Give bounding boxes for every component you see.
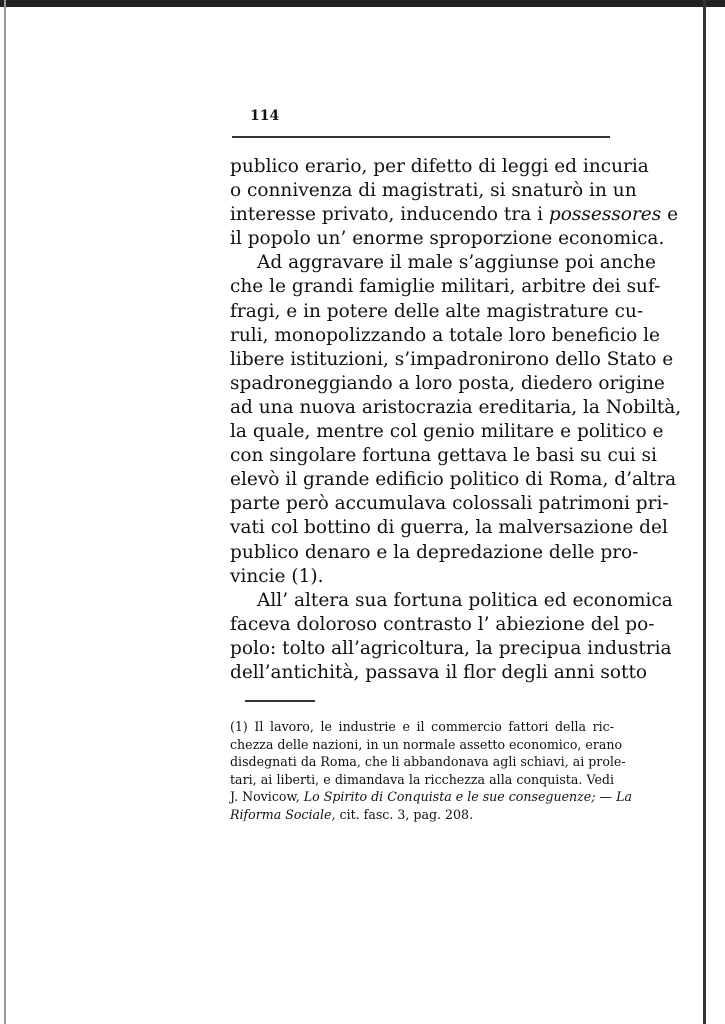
footnote-line [230, 788, 632, 806]
body-line: fragi, e in potere delle alte magistrature cu- [230, 300, 644, 322]
body-text [230, 155, 682, 685]
footnote-rule [245, 700, 315, 702]
body-line: ruli, monopolizzando a totale loro beneficio le [230, 324, 660, 346]
footnote-line [230, 806, 614, 824]
body-line: publico erario, per difetto di leggi ed incuria [230, 156, 649, 177]
header-rule [232, 136, 610, 138]
footnote-citation: cit. fasc. 3, pag. 208. [339, 806, 474, 822]
footnote-line: chezza delle nazioni, in un normale assetto economico, erano [230, 736, 623, 752]
footnotes [230, 718, 632, 823]
body-line: publico denaro e la depredazione delle pro- [230, 541, 639, 563]
footnote-title: Lo Spirito di Conquista e le sue conseguenze; — La [303, 789, 632, 804]
body-line: o connivenza di magistrati, si snaturò in un [230, 180, 637, 202]
body-line: dell’antichità, passava il flor degli anni sotto [230, 661, 648, 683]
footnote-line: tari, ai liberti, e dimandava la ricchezza alla conquista. Vedi [230, 771, 614, 787]
body-line: ad una nuova aristocrazia ereditaria, la Nobiltà, [230, 396, 682, 418]
scan-edge-top [0, 0, 725, 7]
body-line: vati col bottino di guerra, la malversazione del [230, 517, 668, 539]
footnote-line: (1) Il lavoro, le industrie e il commercio fattori della ric- [230, 719, 614, 734]
footnote-title: Riforma Sociale, [230, 806, 336, 822]
body-line: faceva doloroso contrasto l’ abiezione del po- [230, 613, 655, 635]
body-line: che le grandi famiglie militari, arbitre dei suf- [230, 276, 661, 298]
body-line: la quale, mentre col genio militare e politico e [230, 421, 664, 443]
body-line: polo: tolto all’agricoltura, la precipua industria [230, 637, 672, 659]
body-line: spadroneggiando a loro posta, diedero origine [230, 372, 665, 394]
footnote-author: J. Novicow, [230, 789, 300, 804]
body-line: elevò il grande edificio politico di Roma, d’altra [230, 469, 677, 491]
scan-edge-right [703, 0, 706, 1024]
body-line: con singolare fortuna gettava le basi su cui si [230, 445, 657, 467]
body-line: All’ altera sua fortuna politica ed economica [257, 589, 673, 611]
body-line: il popolo un’ enorme sproporzione economica. [230, 228, 665, 250]
body-line: Ad aggravare il male s’aggiunse poi anche [257, 252, 656, 274]
body-line: interesse privato, inducendo tra i possessores e [230, 204, 679, 226]
page-number: 114 [250, 108, 280, 124]
scan-edge-left [4, 0, 6, 1024]
footnote-line: disdegnati da Roma, che li abbandonava agli schiavi, ai prole- [230, 754, 626, 769]
body-line: vincie (1). [230, 565, 324, 587]
body-line: parte però accumulava colossali patrimoni pri- [230, 493, 669, 515]
body-line: libere istituzioni, s’impadronirono dello Stato e [230, 348, 674, 370]
